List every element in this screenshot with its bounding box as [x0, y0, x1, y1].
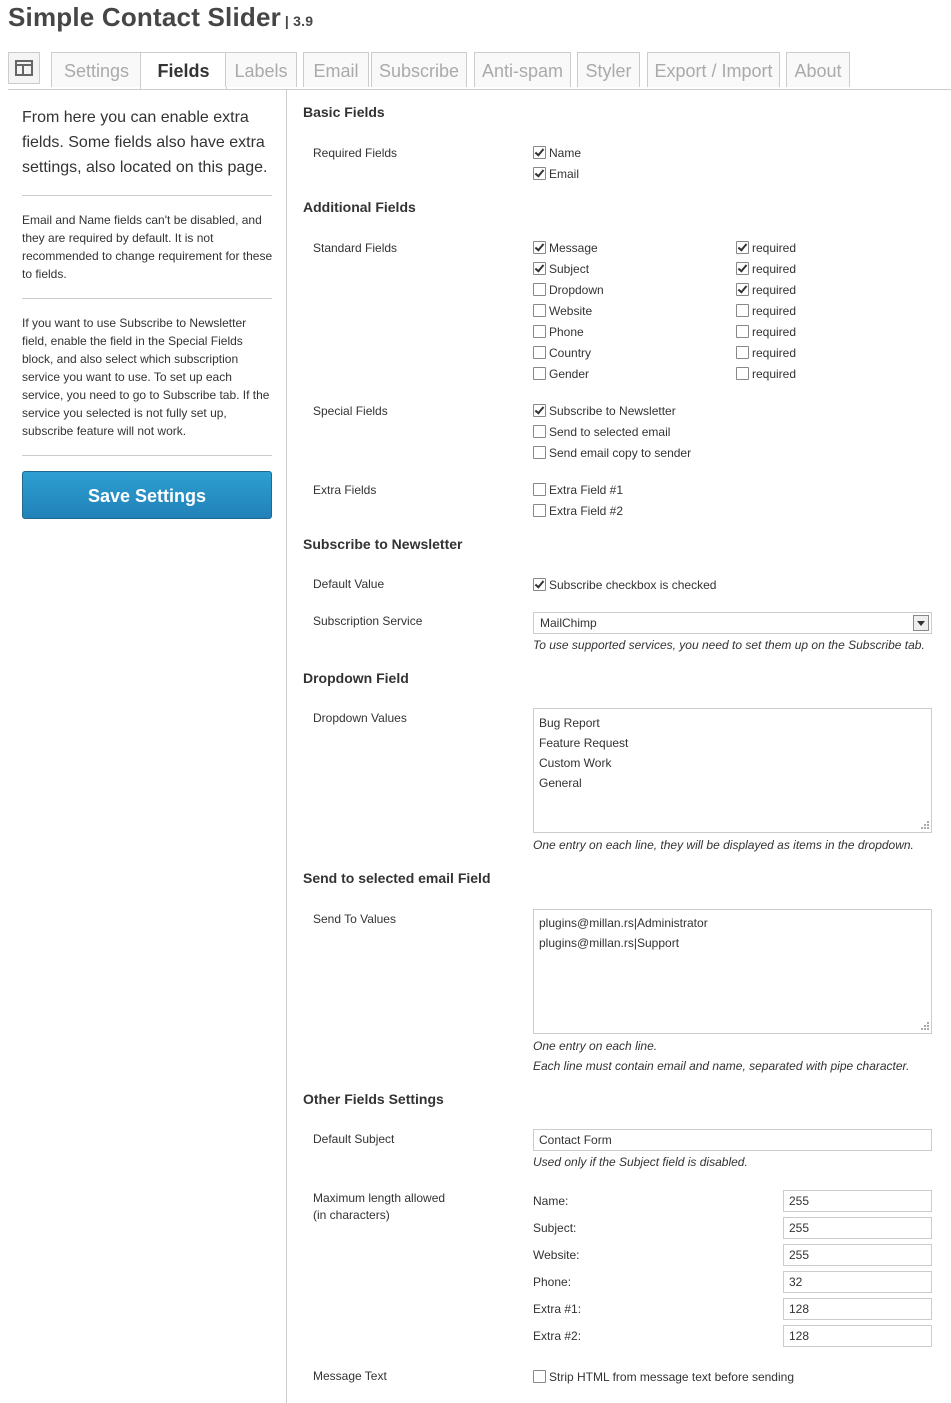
dropdown-values-help: One entry on each line, they will be displayed as items in the dropdown. [533, 838, 914, 852]
checkbox-label: Dropdown [549, 283, 604, 297]
checkbox-label: Subscribe checkbox is checked [549, 578, 717, 592]
checkbox-label: Message [549, 241, 598, 255]
section-dropdown-field: Dropdown Field [303, 670, 409, 686]
tab-settings[interactable]: Settings [51, 52, 142, 87]
checkbox-box[interactable] [533, 578, 546, 591]
checkbox-box[interactable] [533, 325, 546, 338]
textarea-line: Bug Report [539, 716, 600, 730]
sidebar [8, 89, 287, 1403]
tab-dashboard[interactable] [8, 52, 40, 84]
save-settings-button[interactable]: Save Settings [22, 471, 272, 519]
length-subject-input[interactable]: 255 [783, 1217, 932, 1239]
subscription-service-select[interactable] [533, 612, 932, 634]
required-fields-label: Required Fields [313, 146, 398, 160]
tab-email[interactable]: Email [303, 52, 369, 87]
tab-export-import[interactable]: Export / Import [647, 52, 780, 87]
checkbox-box[interactable] [533, 283, 546, 296]
checkbox-name[interactable] [533, 145, 581, 161]
checkbox-label: Send to selected email [549, 425, 671, 439]
checkbox-label: required [752, 346, 797, 360]
divider [22, 195, 272, 196]
textarea-line: plugins@millan.rs|Support [539, 936, 680, 950]
checkbox-extra-field-1[interactable] [533, 482, 623, 498]
tab-subscribe[interactable]: Subscribe [371, 52, 467, 87]
send-to-help-1: One entry on each line. [533, 1039, 658, 1053]
checkbox-gender[interactable] [533, 366, 589, 382]
length-phone-label: Phone: [533, 1275, 572, 1289]
checkbox-box[interactable] [736, 367, 749, 380]
checkbox-box[interactable] [533, 167, 546, 180]
length-extra2-input[interactable]: 128 [783, 1325, 932, 1347]
checkbox-box[interactable] [533, 146, 546, 159]
send-to-values-textarea[interactable] [533, 909, 932, 1034]
message-text-label: Message Text [313, 1369, 387, 1383]
resize-grip-icon[interactable] [920, 1022, 929, 1031]
select-value: MailChimp [540, 616, 597, 630]
textarea-line: General [539, 776, 582, 790]
textarea-line: Custom Work [539, 756, 612, 770]
checkbox-box[interactable] [533, 425, 546, 438]
checkbox-label: Country [549, 346, 592, 360]
send-to-values-label: Send To Values [313, 912, 396, 926]
checkbox-box[interactable] [533, 446, 546, 459]
checkbox-box[interactable] [533, 262, 546, 275]
checkbox-phone[interactable] [533, 324, 584, 340]
extra-fields-label: Extra Fields [313, 483, 377, 497]
checkbox-box[interactable] [533, 1370, 546, 1383]
length-extra1-label: Extra #1: [533, 1302, 582, 1316]
length-name-input[interactable]: 255 [783, 1190, 932, 1212]
checkbox-box[interactable] [736, 241, 749, 254]
plugin-name: Simple Contact Slider [8, 2, 281, 32]
chevron-down-icon[interactable] [913, 615, 929, 631]
subscription-service-help: To use supported services, you need to set them up on the Subscribe tab. [533, 638, 925, 652]
section-other-fields: Other Fields Settings [303, 1091, 444, 1107]
checkbox-label: Website [549, 304, 593, 318]
checkbox-label: Email [549, 167, 580, 181]
page-title [8, 2, 313, 33]
sidebar-intro: From here you can enable extra fields. Some fields also have extra settings, also located on this page. [22, 109, 268, 176]
layout-icon [15, 60, 33, 76]
max-length-label [313, 1190, 445, 1224]
checkbox-message[interactable] [533, 240, 598, 256]
textarea-line: plugins@millan.rs|Administrator [539, 916, 708, 930]
checkbox-message-required[interactable] [736, 240, 796, 256]
checkbox-label: required [752, 325, 797, 339]
tab-about[interactable]: About [786, 52, 850, 87]
length-website-label: Website: [533, 1248, 580, 1262]
checkbox-box[interactable] [736, 346, 749, 359]
checkbox-label: required [752, 262, 797, 276]
checkbox-country-required[interactable] [736, 345, 796, 361]
length-subject-label: Subject: [533, 1221, 577, 1235]
sidebar-note-subscribe: If you want to use Subscribe to Newsletter field, enable the field in the Special Fields block, and also select which subscription service you want to use. To set up each service, you need to go to Subscribe tab. If the service you selected is not fully set up, subscribe feature will not work. [22, 316, 270, 438]
checkbox-subscribe-default[interactable] [533, 577, 716, 593]
section-subscribe: Subscribe to Newsletter [303, 536, 463, 552]
tab-styler[interactable]: Styler [577, 52, 640, 87]
resize-grip-icon[interactable] [920, 821, 929, 830]
divider [22, 455, 272, 456]
checkbox-email[interactable] [533, 166, 579, 182]
tab-bar [8, 52, 951, 90]
special-fields-label: Special Fields [313, 404, 388, 418]
checkbox-box[interactable] [533, 483, 546, 496]
checkbox-box[interactable] [533, 241, 546, 254]
checkbox-subject[interactable] [533, 261, 589, 277]
default-subject-help: Used only if the Subject field is disabled. [533, 1155, 748, 1169]
checkbox-label: Strip HTML from message text before sending [549, 1370, 794, 1384]
checkbox-label: Subject [549, 262, 590, 276]
tab-labels[interactable]: Labels [225, 52, 297, 87]
checkbox-box[interactable] [736, 304, 749, 317]
sidebar-note-required: Email and Name fields can't be disabled, and they are required by default. It is not recommended to change requirement for these to fields. [22, 213, 273, 281]
length-phone-input[interactable]: 32 [783, 1271, 932, 1293]
checkbox-box[interactable] [533, 304, 546, 317]
length-extra1-input[interactable]: 128 [783, 1298, 932, 1320]
subscription-service-label: Subscription Service [313, 614, 423, 628]
checkbox-box[interactable] [736, 262, 749, 275]
section-send-to-field: Send to selected email Field [303, 870, 491, 886]
checkbox-label: required [752, 304, 797, 318]
checkbox-label: Extra Field #2 [549, 504, 624, 518]
default-subject-label: Default Subject [313, 1132, 395, 1146]
checkbox-label: Extra Field #1 [549, 483, 624, 497]
checkbox-box[interactable] [736, 283, 749, 296]
checkbox-website[interactable] [533, 303, 592, 319]
dropdown-values-textarea[interactable] [533, 708, 932, 833]
checkbox-box[interactable] [736, 325, 749, 338]
checkbox-label: Send email copy to sender [549, 446, 692, 460]
checkbox-strip-html[interactable] [533, 1369, 794, 1385]
standard-fields-label: Standard Fields [313, 241, 398, 255]
checkbox-phone-required[interactable] [736, 324, 796, 340]
checkbox-dropdown-required[interactable] [736, 282, 796, 298]
checkbox-gender-required[interactable] [736, 366, 796, 382]
checkbox-label: required [752, 283, 797, 297]
max-length-label-line2: (in characters) [313, 1208, 390, 1222]
checkbox-label: required [752, 241, 797, 255]
checkbox-country[interactable] [533, 345, 591, 361]
checkbox-box[interactable] [533, 367, 546, 380]
length-extra2-label: Extra #2: [533, 1329, 582, 1343]
checkbox-label: Name [549, 146, 582, 160]
dropdown-values-label: Dropdown Values [313, 711, 407, 725]
checkbox-extra-field-2[interactable] [533, 503, 623, 519]
checkbox-subscribe-newsletter[interactable] [533, 403, 676, 419]
checkbox-subject-required[interactable] [736, 261, 796, 277]
default-subject-input[interactable]: Contact Form [533, 1129, 932, 1151]
checkbox-box[interactable] [533, 504, 546, 517]
length-name-label: Name: [533, 1194, 569, 1208]
checkbox-dropdown[interactable] [533, 282, 604, 298]
default-value-label: Default Value [313, 577, 385, 591]
checkbox-box[interactable] [533, 404, 546, 417]
send-to-help-2: Each line must contain email and name, separated with pipe character. [533, 1059, 910, 1073]
max-length-label-line1: Maximum length allowed [313, 1191, 446, 1205]
checkbox-send-selected-email[interactable] [533, 424, 670, 440]
section-additional-fields: Additional Fields [303, 199, 416, 215]
checkbox-label: Phone [549, 325, 584, 339]
tab-anti-spam[interactable]: Anti-spam [474, 52, 571, 87]
plugin-version: | 3.9 [284, 13, 314, 29]
length-website-input[interactable]: 255 [783, 1244, 932, 1266]
divider [22, 298, 272, 299]
checkbox-label: Subscribe to Newsletter [549, 404, 676, 418]
tab-fields[interactable]: Fields [140, 52, 227, 89]
section-basic-fields: Basic Fields [303, 104, 385, 120]
checkbox-website-required[interactable] [736, 303, 796, 319]
checkbox-box[interactable] [533, 346, 546, 359]
checkbox-label: required [752, 367, 797, 381]
checkbox-label: Gender [549, 367, 590, 381]
checkbox-send-copy-sender[interactable] [533, 445, 691, 461]
textarea-line: Feature Request [539, 736, 629, 750]
